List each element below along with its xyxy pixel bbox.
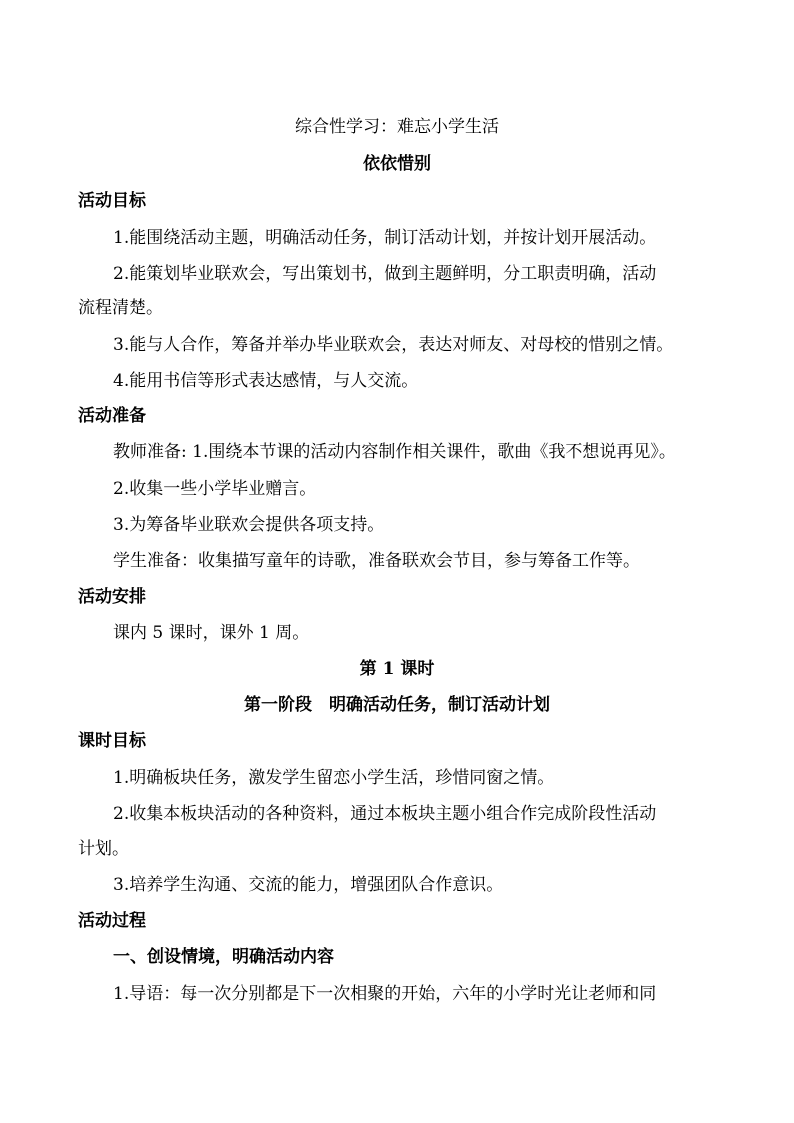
goal-item: 2.能策划毕业联欢会，写出策划书，做到主题鲜明，分工职责明确，活动 xyxy=(113,264,657,284)
lesson-goal-item: 1.明确板块任务，激发学生留恋小学生活，珍惜同窗之情。 xyxy=(113,768,555,788)
document-subtitle: 依依惜别 xyxy=(363,154,431,174)
schedule-text: 课内 5 课时，课外 1 周。 xyxy=(113,623,310,643)
prep-item: 3.为筹备毕业联欢会提供各项支持。 xyxy=(113,515,385,535)
goals-heading: 活动目标 xyxy=(78,191,146,211)
process-intro: 1.导语：每一次分别都是下一次相聚的开始，六年的小学时光让老师和同 xyxy=(113,984,657,1004)
prep-item: 学生准备：收集描写童年的诗歌，准备联欢会节目，参与筹备工作等。 xyxy=(113,551,640,571)
document-title: 综合性学习：难忘小学生活 xyxy=(295,117,499,137)
lesson-title: 第 1 课时 xyxy=(359,659,435,679)
process-heading: 活动过程 xyxy=(78,911,146,931)
lesson-goal-item: 2.收集本板块活动的各种资料，通过本板块主题小组合作完成阶段性活动 xyxy=(113,804,657,824)
lesson-goals-heading: 课时目标 xyxy=(78,731,146,751)
lesson-goal-item: 3.培养学生沟通、交流的能力，增强团队合作意识。 xyxy=(113,875,504,895)
lesson-goal-item-continued: 计划。 xyxy=(78,839,129,859)
goal-item: 4.能用书信等形式表达感情，与人交流。 xyxy=(113,371,419,391)
goal-item: 1.能围绕活动主题，明确活动任务，制订活动计划，并按计划开展活动。 xyxy=(113,228,657,248)
prep-heading: 活动准备 xyxy=(78,406,146,426)
prep-item: 教师准备: 1.围绕本节课的活动内容制作相关课件，歌曲《我不想说再见》。 xyxy=(113,442,676,462)
goal-item: 3.能与人合作，筹备并举办毕业联欢会，表达对师友、对母校的惜别之情。 xyxy=(113,335,674,355)
prep-item: 2.收集一些小学毕业赠言。 xyxy=(113,479,317,499)
process-step-heading: 一、创设情境，明确活动内容 xyxy=(113,947,334,967)
goal-item-continued: 流程清楚。 xyxy=(78,298,163,318)
schedule-heading: 活动安排 xyxy=(78,587,146,607)
stage-title: 第一阶段 明确活动任务，制订活动计划 xyxy=(244,695,550,715)
